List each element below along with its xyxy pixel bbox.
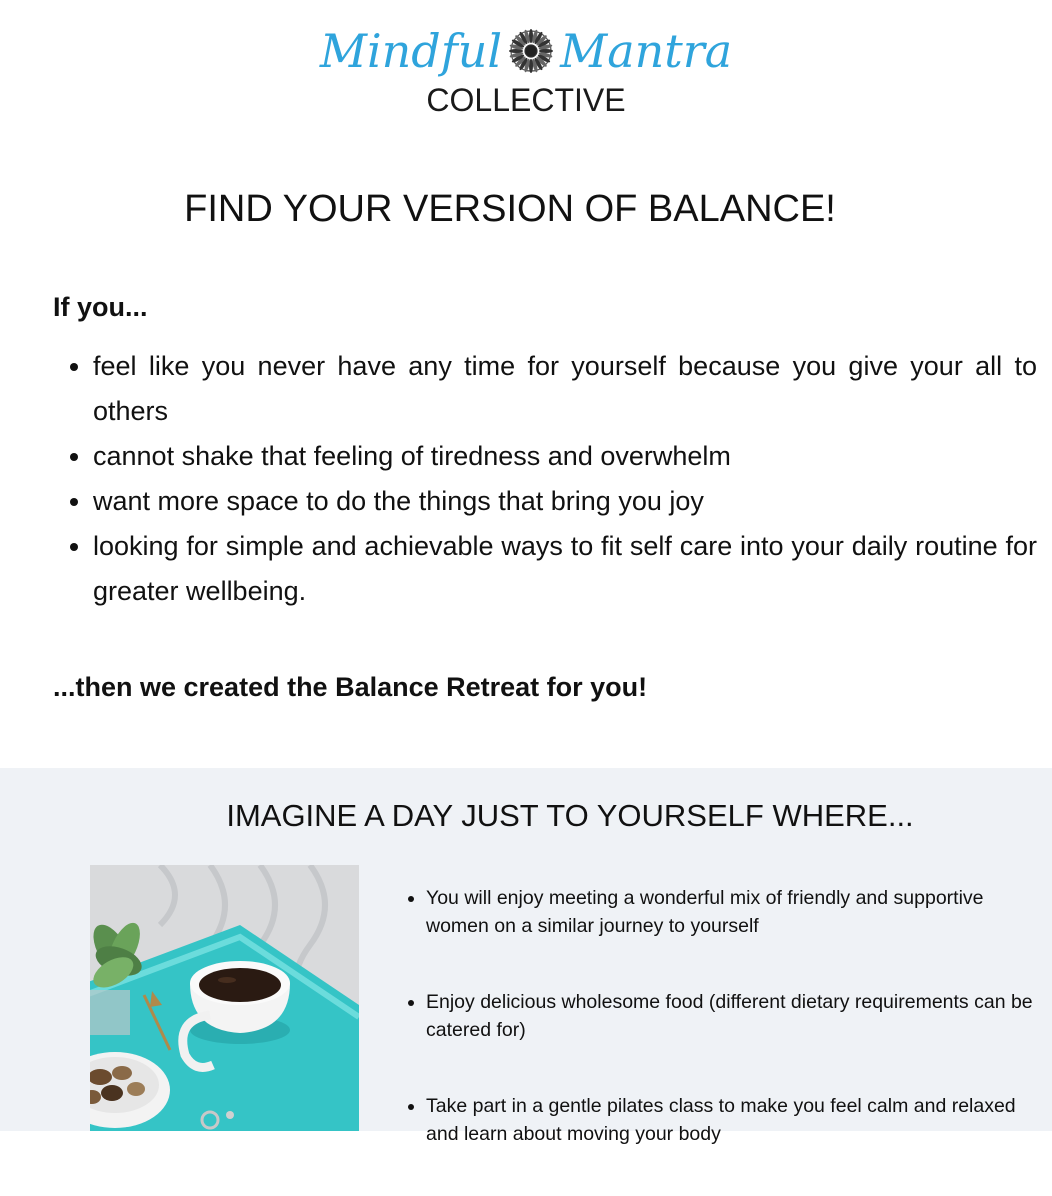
list-item: • You will enjoy meeting a wonderful mix of friendly and supportive women on a similar journey to yourself: [426, 884, 1046, 940]
intro-list: [53, 344, 1037, 614]
benefits-list: [386, 884, 1046, 1196]
logo-script-left: Mindful: [319, 24, 503, 78]
list-item: • Take part in a gentle pilates class to make you feel calm and relaxed and learn about moving your body: [426, 1092, 1046, 1148]
intro-lead: If you...: [53, 292, 148, 322]
intro-tagline: ...then we created the Balance Retreat for you!: [53, 672, 648, 702]
logo-script-right: Mantra: [560, 24, 733, 78]
coffee-tray-illustration: [90, 865, 359, 1131]
logo-script: [0, 22, 1052, 80]
imagine-section: [0, 768, 1052, 1145]
list-item: • Enjoy delicious wholesome food (different dietary requirements can be catered for): [426, 988, 1046, 1044]
list-item: • cannot shake that feeling of tiredness and overwhelm: [93, 434, 1037, 479]
coffee-tray-photo: [90, 865, 359, 1131]
list-item: • looking for simple and achievable ways to fit self care into your daily routine for greater wellbeing.: [93, 524, 1037, 614]
brand-logo[interactable]: [0, 22, 1052, 120]
mandala-icon: [508, 28, 554, 74]
logo-subtitle: COLLECTIVE: [426, 82, 626, 118]
imagine-title: IMAGINE A DAY JUST TO YOURSELF WHERE...: [226, 798, 914, 833]
list-item: • want more space to do the things that bring you joy: [93, 479, 1037, 524]
page-headline: FIND YOUR VERSION OF BALANCE!: [184, 188, 836, 230]
list-item: • feel like you never have any time for yourself because you give your all to others: [93, 344, 1037, 434]
